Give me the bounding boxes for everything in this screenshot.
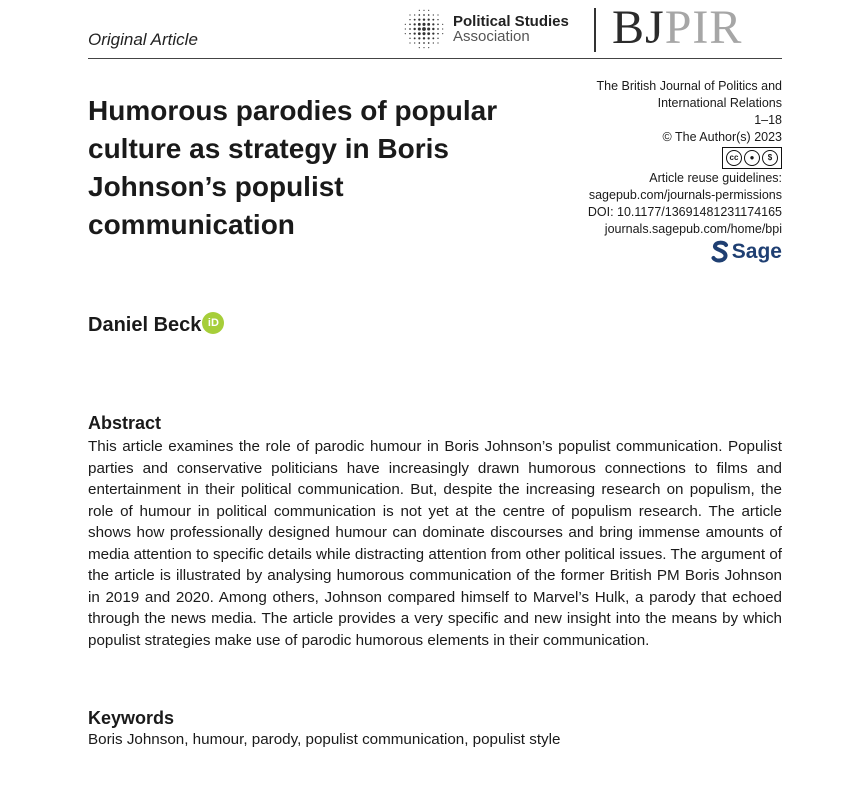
doi[interactable]: DOI: 10.1177/13691481231174165 — [587, 205, 782, 219]
dotted-circle-logo-icon — [403, 8, 445, 50]
orcid-icon[interactable]: iD — [202, 312, 224, 334]
creative-commons-icon[interactable]: cc ● $ — [722, 147, 782, 169]
page-range: 1–18 — [754, 113, 782, 127]
journal-logo-bold: BJ — [612, 1, 665, 54]
abstract-heading: Abstract — [88, 413, 162, 433]
header-divider — [88, 58, 782, 59]
abstract-text: This article examines the role of parodic humour in Boris Johnson’s populist communication. Populist parties and conservative politicians have increasingly drawn humorous connections to films and entertainment in their political communication. But, despite the increasing research on populism, the role of humour in political communication is not yet at the centre of populism research. The article shows how professionally designed humour can dominate discourses and bring immense amounts of media attention to specific details while distracting attention from other political issues. The argument of the article is illustrated by analysing humorous communication of the former British PM Boris Johnson in 2019 and 2020. Among others, Johnson compared himself to Marvel’s Hulk, a parody that echoed through the news media. The article provides a very specific and new insight into the means by which populist strategies make use of parodic humorous elements in their communication. — [88, 438, 782, 649]
journal-name-line2: International Relations — [657, 96, 782, 110]
license-row — [588, 146, 782, 170]
journal-meta — [588, 78, 782, 238]
journal-logo-light: PIR — [664, 1, 743, 54]
journal-url[interactable]: journals.sagepub.com/home/bpi — [604, 222, 782, 236]
article-type-label: Original Article — [88, 30, 198, 49]
reuse-guidelines-link[interactable]: sagepub.com/journals-permissions — [588, 188, 782, 202]
journal-logo — [612, 2, 742, 54]
article-title: Humorous parodies of popular culture as strategy in Boris Johnson’s populist communication — [88, 95, 498, 240]
journal-name-line1: The British Journal of Politics and — [596, 79, 782, 93]
keywords-text: Boris Johnson, humour, parody, populist communication, populist style — [88, 731, 561, 748]
author — [88, 314, 224, 337]
association-name — [453, 14, 569, 44]
publisher-name: Sage — [731, 240, 782, 263]
copyright: © The Author(s) 2023 — [662, 130, 782, 144]
sage-logo-icon — [711, 240, 729, 264]
reuse-guidelines-label: Article reuse guidelines: — [649, 171, 782, 185]
author-name: Daniel Beck — [88, 314, 202, 336]
association-logo — [403, 8, 569, 50]
publisher-logo — [711, 240, 782, 264]
association-name-line1: Political Studies — [453, 13, 569, 30]
keywords-heading: Keywords — [88, 708, 175, 728]
logo-divider — [594, 8, 596, 52]
association-name-line2: Association — [453, 28, 530, 45]
